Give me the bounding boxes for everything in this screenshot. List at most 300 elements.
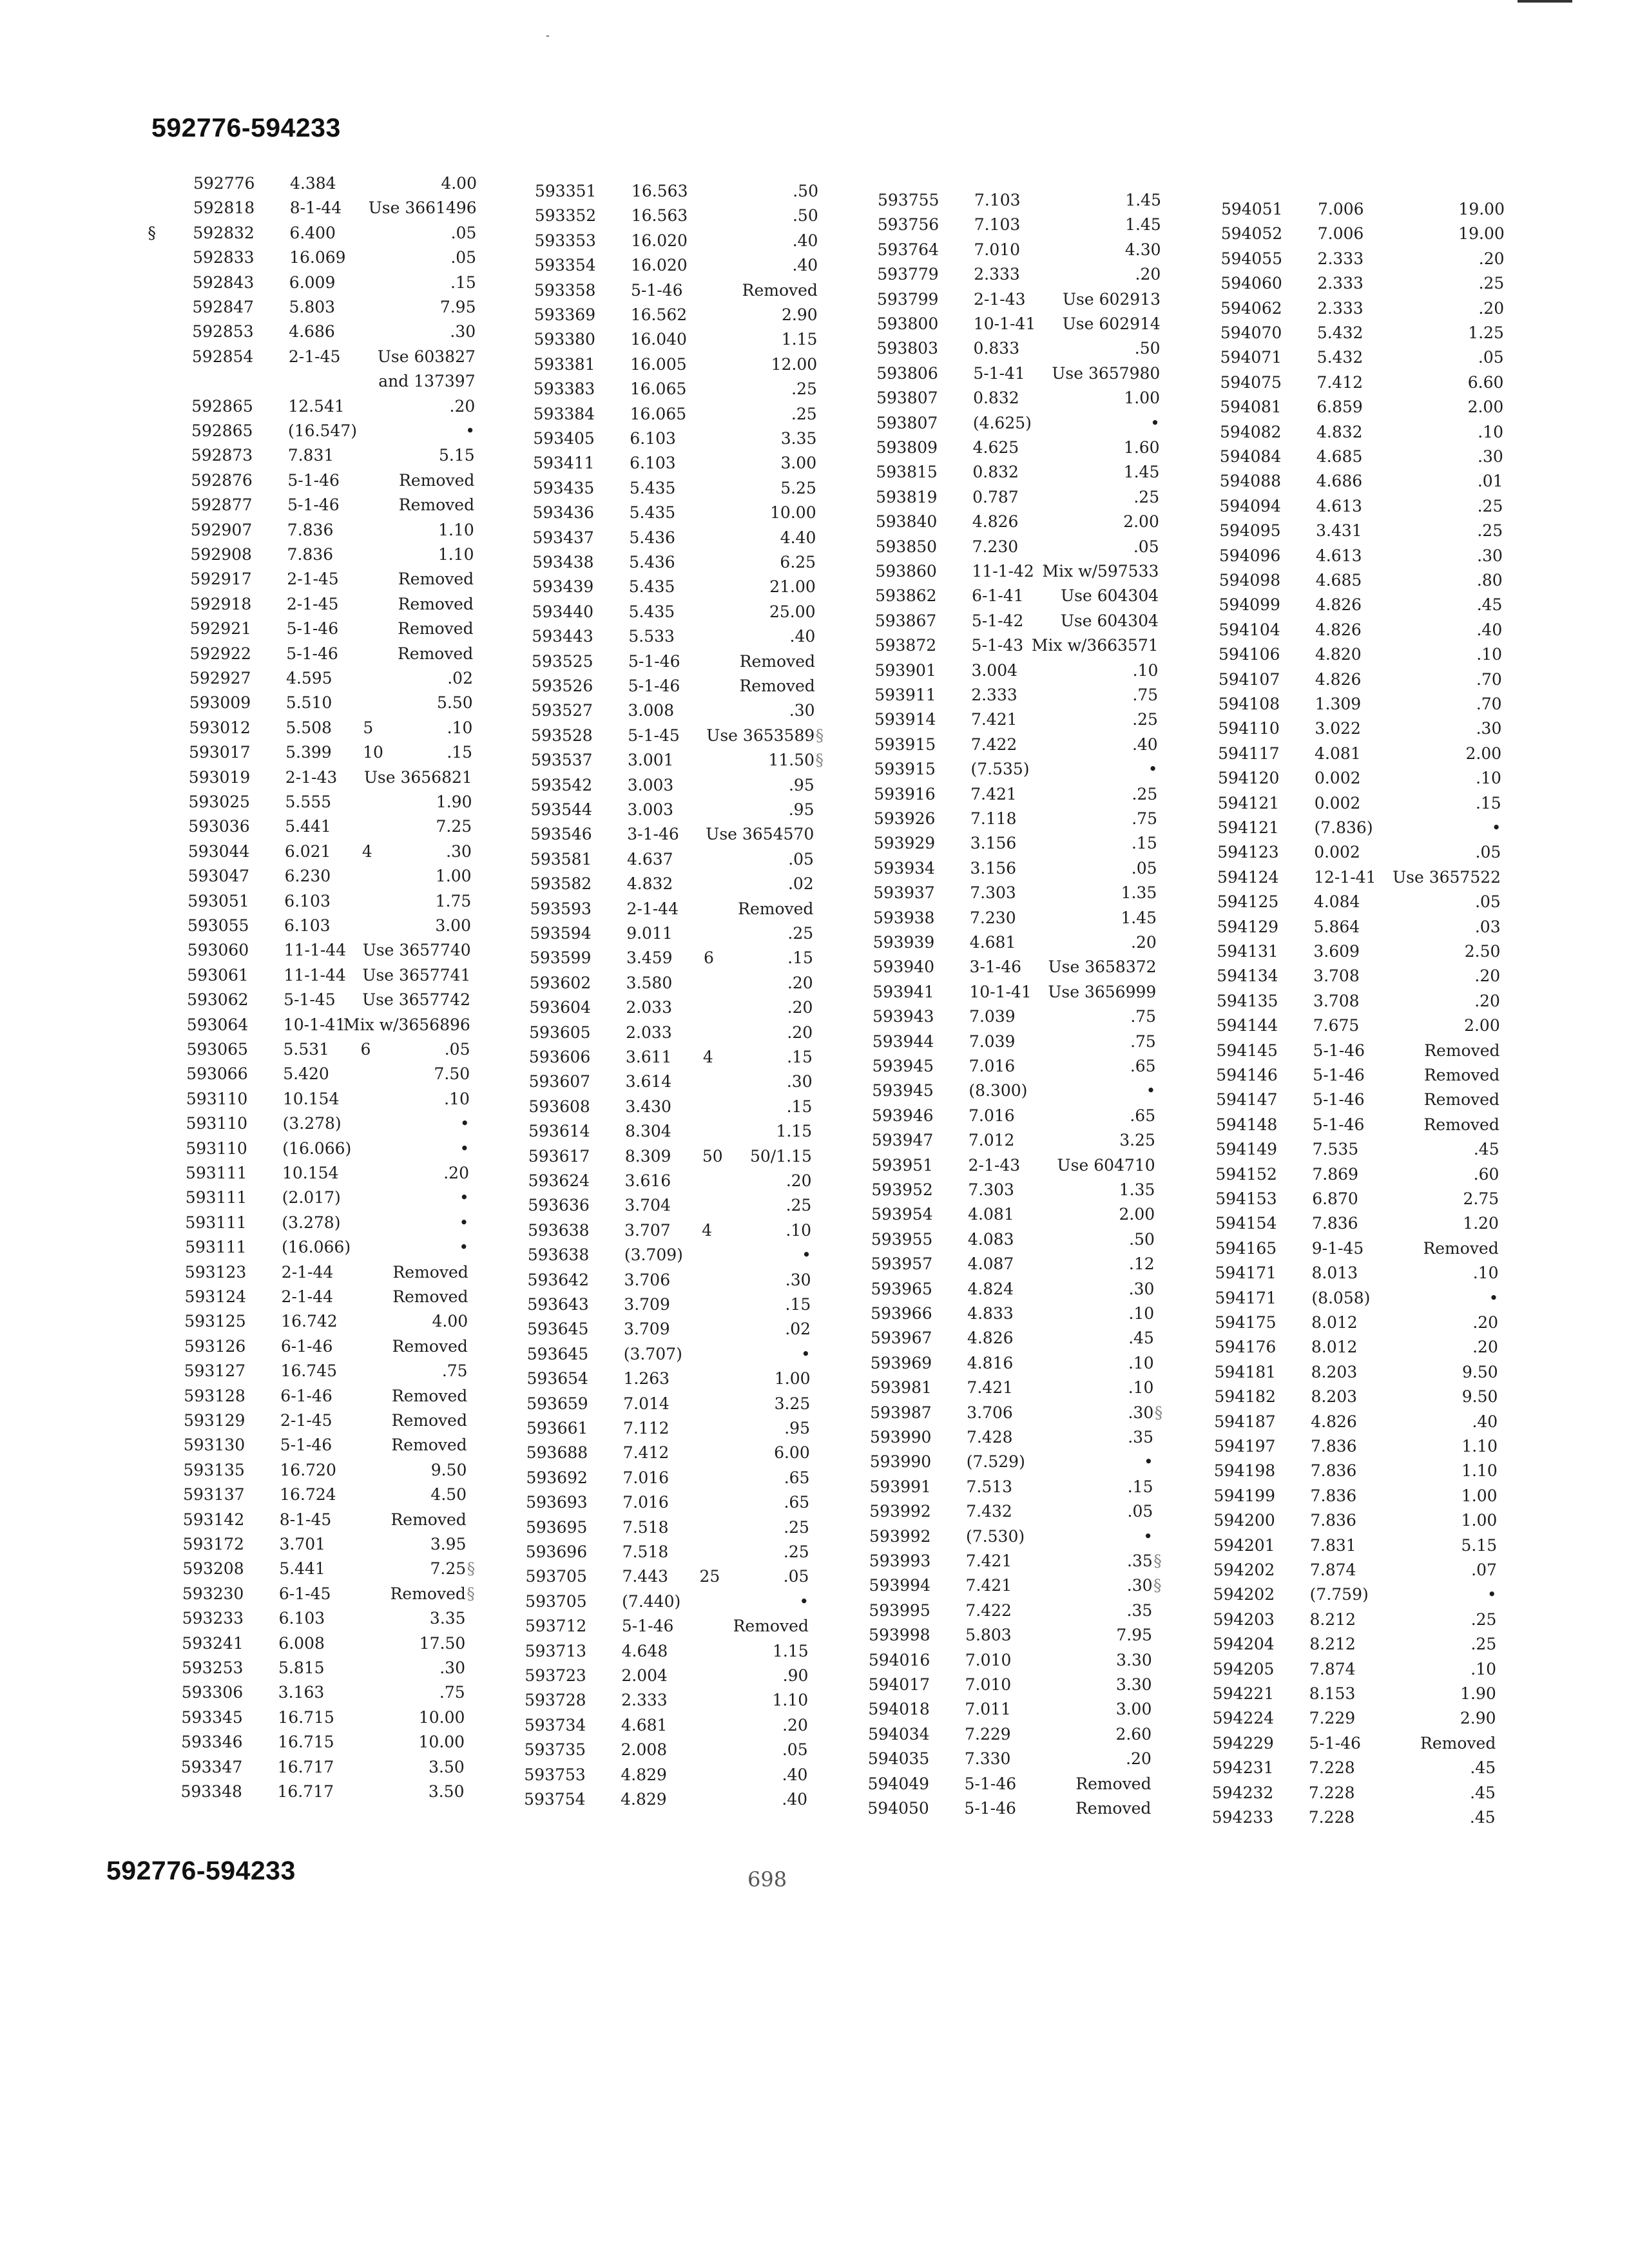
part-number: 593992 — [869, 1526, 931, 1546]
price-or-status: .15 — [787, 948, 813, 968]
price-or-status: .20 — [1478, 298, 1505, 318]
price-or-status: .10 — [1132, 660, 1159, 680]
size-or-date: 7.422 — [965, 1600, 1012, 1620]
size-or-date: 2-1-44 — [281, 1262, 334, 1282]
price-or-status: • — [799, 1591, 809, 1611]
price-or-status: .50 — [793, 182, 818, 200]
price-or-status: 12.00 — [771, 354, 818, 374]
price-or-status: .25 — [784, 1517, 809, 1537]
part-number: 593955 — [871, 1229, 933, 1249]
part-number: 593926 — [874, 809, 936, 828]
price-or-status: 4.00 — [441, 174, 477, 193]
price-or-status: .30 — [1477, 546, 1503, 565]
price-or-status: 7.95 — [439, 298, 476, 316]
size-or-date: 5-1-46 — [628, 651, 680, 671]
part-number: 594110 — [1218, 719, 1280, 738]
corner-rule — [1518, 0, 1572, 3]
listing-row — [528, 1271, 811, 1291]
listing-row — [191, 446, 475, 466]
part-number: 593127 — [184, 1361, 246, 1381]
listing-row — [871, 1304, 1154, 1325]
listing-row — [184, 1361, 468, 1382]
size-or-date: 7.518 — [622, 1517, 669, 1537]
size-or-date: 1.263 — [623, 1369, 670, 1389]
size-or-date: 3.163 — [278, 1683, 325, 1702]
listing-row — [1219, 497, 1503, 517]
listing-row — [529, 998, 813, 1019]
price-or-status: Use 3654570 — [706, 825, 815, 844]
part-number: 593527 — [531, 701, 593, 720]
listing-row — [1217, 942, 1500, 963]
price-or-status: Removed — [398, 570, 474, 589]
listing-row — [1219, 521, 1503, 542]
size-or-date: 8.203 — [1311, 1362, 1358, 1381]
part-number: 592832 — [193, 223, 255, 242]
price-or-status: • — [1146, 1081, 1156, 1100]
listing-row — [869, 1527, 1153, 1548]
listing-row — [181, 1758, 465, 1778]
part-number: 594182 — [1214, 1387, 1276, 1407]
price-or-status: 4.50 — [430, 1485, 467, 1504]
listing-row — [1218, 794, 1501, 814]
size-or-date: 3.706 — [624, 1270, 671, 1289]
part-number: 594229 — [1212, 1733, 1274, 1753]
price-or-status: .75 — [1130, 1032, 1156, 1051]
size-or-date: 12.541 — [288, 396, 345, 416]
part-number: 593966 — [871, 1304, 932, 1323]
listing-row — [876, 537, 1159, 558]
part-number: 594120 — [1217, 769, 1280, 788]
listing-row — [186, 1188, 469, 1209]
listing-row — [876, 364, 1160, 385]
size-or-date: 16.563 — [631, 206, 688, 226]
part-number: 593061 — [187, 965, 249, 985]
part-number: 594201 — [1213, 1535, 1275, 1555]
part-number: 594060 — [1220, 274, 1282, 293]
part-number: 594131 — [1217, 942, 1278, 961]
price-or-status: Removed — [391, 1386, 468, 1405]
size-or-date: 3.706 — [967, 1403, 1013, 1422]
part-number: 593137 — [183, 1485, 245, 1504]
price-or-status: Use 3657980 — [1052, 363, 1161, 383]
size-or-date: 8.153 — [1309, 1684, 1356, 1703]
listing-row — [878, 215, 1161, 236]
price-or-status: Use 3658372 — [1048, 957, 1157, 977]
size-or-date: 5-1-46 — [286, 619, 339, 639]
size-or-date: 7.230 — [970, 908, 1016, 927]
listing-row — [190, 595, 474, 615]
part-number: 594187 — [1214, 1412, 1276, 1431]
size-or-date: 4.595 — [286, 669, 333, 687]
price-or-status: • — [459, 1114, 470, 1133]
size-or-date: 4.832 — [626, 874, 673, 894]
listing-row — [187, 1015, 470, 1036]
size-or-date: 2.033 — [626, 998, 672, 1017]
listing-row — [532, 677, 815, 697]
price-or-status: .20 — [1472, 1313, 1499, 1332]
price-or-status: .95 — [788, 800, 815, 819]
size-or-date: 4.829 — [621, 1765, 667, 1784]
quantity-mark: 6 — [360, 1040, 371, 1059]
quantity-mark: 5 — [363, 718, 374, 737]
listing-row — [1220, 472, 1503, 492]
listing-row — [871, 1329, 1154, 1349]
size-or-date: 5.441 — [285, 817, 331, 836]
listing-row — [1217, 1041, 1500, 1062]
price-or-status: .20 — [787, 1023, 813, 1042]
listing-row — [191, 421, 475, 442]
size-or-date: 16.720 — [280, 1460, 336, 1479]
price-or-status: Removed — [739, 677, 815, 695]
size-or-date: 5.864 — [1313, 917, 1360, 936]
part-number: 593607 — [528, 1072, 591, 1091]
part-number: 593051 — [188, 891, 249, 910]
price-or-status: 6.25 — [780, 553, 816, 572]
part-number: 593753 — [524, 1765, 586, 1784]
listing-row — [182, 1658, 465, 1679]
part-number: 593438 — [532, 553, 594, 572]
part-number: 593840 — [875, 512, 938, 532]
part-number: 593952 — [871, 1180, 933, 1199]
size-or-date: 0.002 — [1314, 793, 1361, 812]
price-or-status: 2.90 — [1460, 1709, 1496, 1728]
part-number: 593860 — [875, 562, 937, 581]
listing-row — [527, 1369, 811, 1390]
listing-row — [532, 528, 816, 549]
price-or-status: .30 — [789, 701, 815, 720]
part-number: 594099 — [1219, 595, 1280, 615]
part-number: 594094 — [1219, 496, 1281, 515]
size-or-date: 0.002 — [1314, 843, 1360, 862]
listing-row — [533, 454, 816, 474]
size-or-date: 4.083 — [967, 1229, 1014, 1249]
listing-row — [1221, 249, 1505, 270]
price-or-status: • — [1143, 1526, 1153, 1546]
listing-row — [181, 1782, 465, 1803]
listing-row — [529, 1048, 813, 1068]
price-or-status: 1.90 — [1460, 1684, 1496, 1703]
listing-row — [874, 859, 1157, 879]
price-or-status: .10 — [786, 1220, 812, 1240]
price-or-status: Removed — [1423, 1066, 1500, 1084]
size-or-date: 7.011 — [965, 1700, 1011, 1719]
listing-row — [1220, 348, 1504, 369]
size-or-date: 2-1-45 — [286, 594, 339, 613]
listing-row — [877, 339, 1161, 360]
price-or-status: .30 — [450, 322, 476, 341]
section-mark: § — [1153, 1552, 1162, 1570]
part-number: 593995 — [869, 1600, 930, 1620]
listing-row — [876, 488, 1159, 508]
part-number: 593581 — [530, 849, 592, 869]
part-number: 592776 — [193, 174, 255, 193]
price-or-status: .60 — [1473, 1164, 1499, 1184]
part-number: 593723 — [525, 1666, 586, 1685]
size-or-date: 3.022 — [1315, 719, 1361, 738]
price-or-status: • — [802, 1245, 811, 1265]
listing-row — [189, 693, 473, 714]
price-or-status: .10 — [1128, 1353, 1154, 1372]
listing-row — [872, 1106, 1155, 1127]
listing-row — [1217, 918, 1501, 938]
price-or-status: .05 — [782, 1740, 808, 1760]
quantity-mark: 50 — [702, 1146, 723, 1166]
listing-row — [530, 850, 814, 870]
listing-row — [1215, 1189, 1499, 1210]
size-or-date: 7.535 — [1312, 1140, 1359, 1159]
part-number: 593172 — [182, 1535, 244, 1553]
price-or-status: • — [459, 1139, 470, 1158]
listing-row — [534, 330, 817, 351]
part-number: 594221 — [1212, 1684, 1275, 1703]
part-number: 593110 — [186, 1114, 248, 1133]
part-number: 594124 — [1217, 867, 1279, 887]
size-or-date: (7.759) — [1309, 1585, 1369, 1604]
size-or-date: 5-1-46 — [286, 644, 338, 663]
part-number: 594202 — [1213, 1561, 1275, 1579]
listing-row — [872, 1057, 1156, 1077]
part-number: 594231 — [1212, 1758, 1274, 1778]
part-number: 593130 — [183, 1436, 246, 1455]
part-number: 594052 — [1220, 224, 1283, 244]
size-or-date: 7.421 — [967, 1378, 1014, 1398]
quantity-mark: 6 — [703, 948, 714, 968]
part-number: 593012 — [189, 718, 251, 737]
listing-row — [189, 793, 472, 813]
listing-row — [528, 1245, 811, 1266]
size-or-date: 7.836 — [1311, 1437, 1357, 1456]
listing-row — [186, 1090, 470, 1110]
size-or-date: 5.441 — [279, 1559, 325, 1579]
price-or-status: .20 — [1135, 265, 1161, 284]
part-number: 593437 — [532, 528, 594, 547]
listing-row — [1219, 546, 1503, 567]
part-number: 594088 — [1219, 472, 1282, 491]
size-or-date: 3.709 — [624, 1320, 670, 1339]
listing-row — [868, 1774, 1152, 1795]
part-number: 594075 — [1220, 372, 1282, 392]
price-or-status: .80 — [1476, 571, 1503, 590]
price-or-status: 25.00 — [769, 602, 816, 621]
price-or-status: .20 — [787, 998, 813, 1017]
price-or-status: 1.20 — [1463, 1214, 1499, 1233]
listing-row — [1213, 1635, 1496, 1655]
part-number: 593055 — [188, 916, 249, 935]
price-or-status: 7.50 — [434, 1064, 470, 1084]
part-number: 593990 — [869, 1452, 932, 1472]
part-number: 593947 — [871, 1131, 934, 1150]
price-or-status: .15 — [450, 273, 476, 292]
quantity-mark: 4 — [361, 841, 372, 861]
size-or-date: 5-1-42 — [971, 611, 1024, 630]
size-or-date: 4.824 — [967, 1279, 1014, 1298]
part-number: 594153 — [1215, 1189, 1277, 1208]
listing-row — [1214, 1387, 1498, 1408]
price-or-status: .20 — [1474, 966, 1501, 986]
listing-row — [878, 240, 1161, 261]
price-or-status: .05 — [783, 1567, 809, 1586]
page-number: 698 — [747, 1867, 787, 1892]
listing-row — [1215, 1313, 1498, 1334]
part-number: 594055 — [1220, 249, 1282, 268]
listing-row — [869, 1502, 1153, 1523]
size-or-date: 3.611 — [625, 1048, 672, 1066]
price-or-status: 6.60 — [1467, 372, 1504, 392]
size-or-date: 10.154 — [282, 1164, 339, 1182]
listing-row — [872, 1131, 1155, 1151]
price-or-status: .25 — [1132, 784, 1158, 803]
price-or-status: 1.35 — [1119, 1180, 1155, 1199]
size-or-date: 2.333 — [971, 686, 1017, 704]
listing-row — [526, 1542, 809, 1563]
listing-row — [1220, 423, 1503, 443]
size-or-date: 5-1-46 — [621, 1617, 674, 1636]
size-or-date: 5-1-46 — [287, 495, 340, 515]
part-number: 593594 — [530, 924, 592, 943]
price-or-status: .15 — [1131, 834, 1157, 853]
price-or-status: 3.25 — [774, 1394, 811, 1413]
price-or-status: .20 — [1474, 991, 1500, 1010]
size-or-date: 4.081 — [968, 1205, 1014, 1224]
size-or-date: 5-1-45 — [628, 726, 680, 745]
size-or-date: 16.742 — [281, 1312, 338, 1331]
listing-row — [526, 1419, 810, 1439]
size-or-date: 5-1-46 — [280, 1436, 333, 1455]
size-or-date: 5.420 — [283, 1064, 329, 1084]
price-or-status: 1.45 — [1121, 908, 1157, 927]
part-number: 593994 — [869, 1576, 930, 1595]
listing-row — [876, 463, 1159, 483]
size-or-date: 2.333 — [1317, 249, 1364, 268]
part-number: 594081 — [1220, 398, 1282, 417]
listing-row — [873, 957, 1157, 978]
size-or-date: 16.715 — [278, 1733, 334, 1752]
part-number: 592922 — [189, 644, 251, 663]
size-or-date: 7.330 — [964, 1749, 1011, 1769]
listing-row — [182, 1683, 465, 1704]
price-or-status: .10 — [447, 718, 473, 737]
listing-row — [1218, 769, 1501, 789]
price-or-status: .05 — [450, 248, 477, 267]
part-number: 593066 — [186, 1064, 248, 1084]
price-or-status: .10 — [1128, 1378, 1154, 1398]
price-or-status: .25 — [1470, 1610, 1497, 1629]
listing-row — [526, 1493, 809, 1514]
size-or-date: 16.563 — [631, 182, 688, 200]
listing-row — [528, 1171, 812, 1192]
part-number: 594154 — [1215, 1214, 1277, 1233]
price-or-status: .15 — [447, 743, 473, 762]
part-number: 593992 — [869, 1502, 931, 1521]
listing-row — [1221, 200, 1505, 220]
part-number: 593436 — [532, 503, 595, 523]
size-or-date: 4.832 — [1316, 422, 1363, 441]
listing-row — [869, 1675, 1152, 1696]
listing-row — [875, 586, 1159, 607]
part-number: 592908 — [190, 545, 252, 564]
price-or-status: .65 — [1130, 1057, 1156, 1075]
listing-row — [183, 1535, 467, 1555]
price-or-status: .65 — [784, 1493, 810, 1512]
size-or-date: 3.708 — [1313, 966, 1360, 986]
size-or-date: 2.333 — [974, 265, 1020, 284]
price-or-status: 7.25 — [430, 1559, 467, 1579]
price-or-status: 1.00 — [774, 1369, 811, 1389]
size-or-date: 9.011 — [626, 924, 673, 943]
listing-row — [869, 1576, 1162, 1597]
size-or-date: 0.833 — [973, 339, 1020, 358]
listing-row — [1219, 595, 1502, 616]
part-number: 593009 — [189, 693, 251, 713]
listing-row — [1213, 1536, 1497, 1557]
listing-row — [1216, 1140, 1499, 1160]
size-or-date: 1.309 — [1315, 695, 1362, 713]
size-or-date: 5-1-43 — [971, 636, 1024, 655]
part-number: 593608 — [528, 1097, 590, 1116]
part-number: 592876 — [191, 470, 253, 490]
size-or-date: 2-1-44 — [281, 1287, 334, 1306]
price-or-status: .20 — [1478, 249, 1505, 268]
price-or-status: 21.00 — [769, 577, 816, 597]
size-or-date: 5.555 — [285, 793, 332, 811]
part-number: 593815 — [876, 463, 938, 482]
part-number: 592927 — [189, 669, 251, 687]
listing-row — [534, 231, 818, 252]
listing-row — [1220, 398, 1503, 418]
listing-row — [531, 751, 824, 771]
price-or-status: .75 — [1130, 1007, 1157, 1026]
price-or-status: 3.35 — [780, 429, 817, 448]
part-number: 593526 — [531, 677, 593, 695]
part-number: 594149 — [1215, 1140, 1278, 1159]
price-or-status: 6.00 — [774, 1443, 810, 1463]
part-number: 593819 — [876, 487, 938, 506]
size-or-date: 5-1-46 — [1312, 1115, 1365, 1134]
size-or-date: (7.530) — [966, 1526, 1025, 1546]
price-or-status: .05 — [1133, 537, 1159, 556]
listing-row — [191, 495, 474, 516]
part-number: 594125 — [1217, 892, 1279, 912]
size-or-date: 3.156 — [970, 834, 1017, 853]
listing-row — [871, 1230, 1155, 1251]
part-number: 593728 — [525, 1691, 586, 1710]
listing-row — [181, 1708, 465, 1729]
part-number: 592918 — [189, 594, 252, 613]
part-number: 593123 — [184, 1262, 247, 1282]
part-number: 594117 — [1218, 744, 1280, 763]
part-number: 594203 — [1213, 1610, 1275, 1629]
listing-row — [191, 521, 474, 541]
listing-row — [1213, 1511, 1497, 1532]
listing-row — [532, 553, 816, 573]
listing-row — [191, 397, 475, 418]
part-number: 594098 — [1219, 571, 1281, 590]
price-or-status: .10 — [1476, 645, 1503, 664]
listing-row — [874, 834, 1157, 854]
listing-row — [525, 1592, 809, 1613]
listing-row — [534, 256, 818, 276]
part-number: 594233 — [1211, 1808, 1274, 1827]
part-number: 593546 — [530, 825, 592, 844]
listing-row — [870, 1452, 1153, 1473]
price-or-status: .30 — [439, 1658, 465, 1677]
quantity-mark: 25 — [699, 1567, 720, 1586]
price-or-status: • — [1487, 1585, 1497, 1604]
listing-row — [533, 429, 816, 450]
price-or-status: .25 — [1477, 496, 1503, 515]
size-or-date: 10.154 — [282, 1089, 340, 1108]
listing-row — [871, 1354, 1154, 1374]
